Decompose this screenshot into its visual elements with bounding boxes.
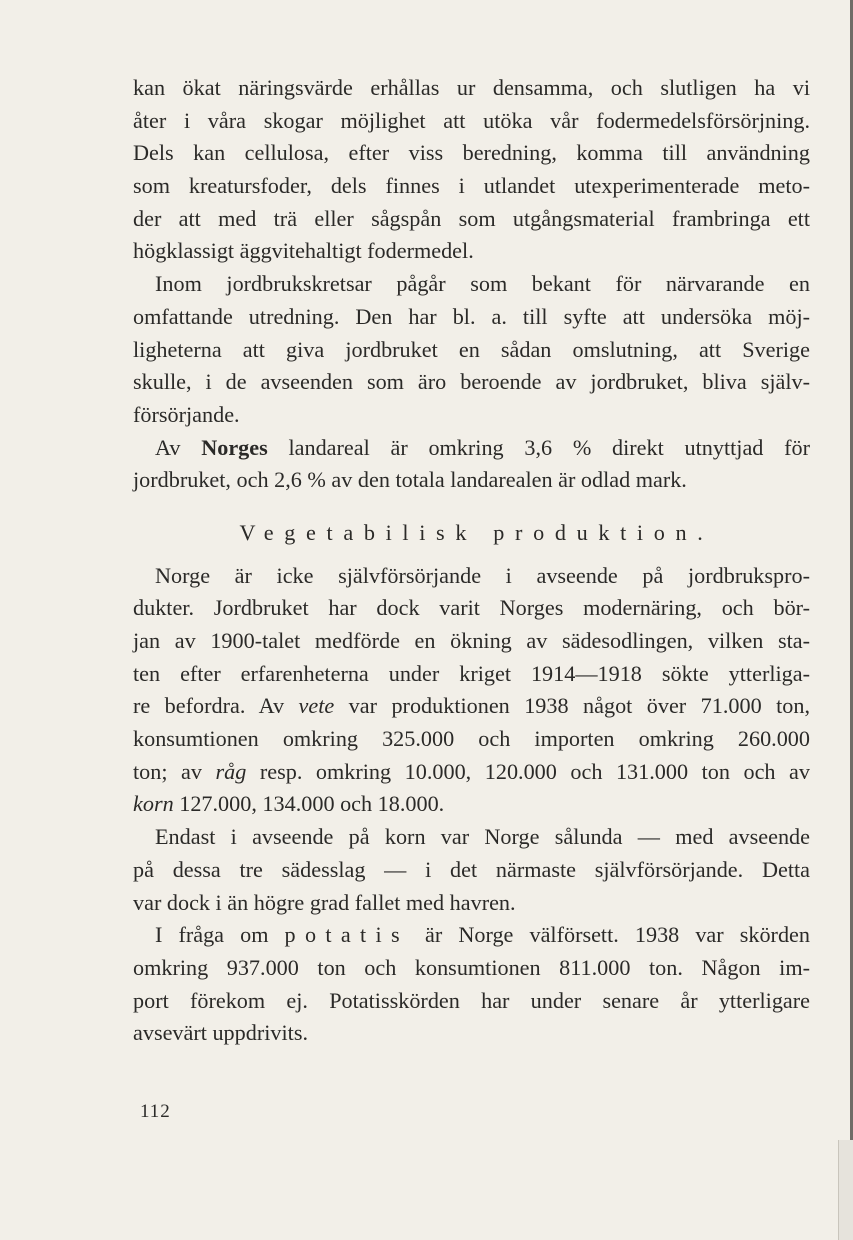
text-line: på dessa tre sädesslag — i det närmaste självförsörjande. Detta (133, 856, 810, 882)
text-line: Endast i avseende på korn var Norge sålunda — med avseende (155, 824, 810, 850)
text-line: konsumtionen omkring 325.000 och importen omkring 260.000 (133, 726, 810, 752)
text-line: der att med trä eller sågspån som utgångsmaterial frambringa ett (133, 205, 810, 231)
italic-term-rag: råg (215, 758, 247, 784)
text-run: resp. omkring 10.000, 120.000 och 131.000 ton och av (246, 758, 810, 784)
text-line: Dels kan cellulosa, efter viss beredning, komma till användning (133, 140, 810, 166)
text-run: landareal är omkring 3,6 % direkt utnyttjad för (267, 434, 810, 460)
text-line: jordbruket, och 2,6 % av den totala landarealen är odlad mark. (133, 467, 687, 493)
text-run: 127.000, 134.000 och 18.000. (173, 791, 445, 817)
text-line: högklassigt äggvitehaltigt fodermedel. (133, 238, 474, 264)
paragraph-investigation (133, 268, 810, 431)
text-line: ligheterna att giva jordbruket en sådan omslutning, att Sverige (133, 336, 810, 362)
paragraph-grain (133, 821, 810, 919)
text-run: I fråga om (155, 922, 285, 948)
text-run: re befordra. Av (133, 693, 299, 719)
text-run: ton; av (133, 758, 216, 784)
text-line: avsevärt uppdrivits. (133, 1020, 308, 1046)
text-line (133, 432, 810, 465)
text-line: port förekom ej. Potatisskörden har under senare år ytterligare (133, 987, 810, 1013)
text-line: Inom jordbrukskretsar pågår som bekant för närvarande en (155, 271, 810, 297)
text-line: som kreatursfoder, dels finnes i utlandet utexperimenterade meto- (133, 173, 810, 199)
page-edge-tab (838, 1140, 853, 1240)
text-line: kan ökat näringsvärde erhållas ur densamma, och slutligen ha vi (133, 75, 810, 100)
paragraph-potato (133, 919, 810, 1050)
paragraph-self-sufficiency (133, 560, 810, 822)
text-line: dukter. Jordbruket har dock varit Norges modernäring, och bör- (133, 595, 810, 621)
text-line (133, 690, 810, 723)
bold-term-norges: Norges (201, 434, 268, 460)
text-line: var dock i än högre grad fallet med havren. (133, 889, 516, 915)
text-line (133, 919, 810, 952)
page-number: 112 (140, 1101, 171, 1122)
text-line (133, 756, 810, 789)
text-run: är Norge välförsett. 1938 var skörden (408, 922, 810, 948)
italic-term-korn: korn (133, 791, 174, 817)
text-run: Av (155, 434, 202, 460)
text-line: omfattande utredning. Den har bl. a. till syfte att undersöka möj- (133, 303, 810, 329)
paragraph-fodder (133, 72, 810, 268)
text-line: åter i våra skogar möjlighet att utöka vår fodermedelsförsörjning. (133, 107, 810, 133)
text-run: var produktionen 1938 något över 71.000 ton, (334, 693, 811, 719)
text-line: jan av 1900-talet medförde en ökning av sädesodlingen, vilken sta- (133, 628, 810, 653)
section-heading: Vegetabilisk produktion. (239, 519, 714, 545)
text-line: skulle, i de avseenden som äro beroende av jordbruket, bliva själv- (133, 369, 810, 395)
document-body (133, 72, 810, 1050)
italic-term-vete: vete (298, 693, 335, 719)
text-line: omkring 937.000 ton och konsumtionen 811.000 ton. Någon im- (133, 954, 810, 980)
text-line: försörjande. (133, 401, 240, 427)
spaced-term-potatis: potatis (284, 922, 409, 948)
text-line: ten efter erfarenheterna under kriget 1914—1918 sökte ytterliga- (133, 660, 810, 686)
text-line (133, 788, 810, 821)
text-line: Norge är icke självförsörjande i avseende på jordbrukspro- (155, 562, 810, 588)
paragraph-land-area (133, 432, 810, 497)
